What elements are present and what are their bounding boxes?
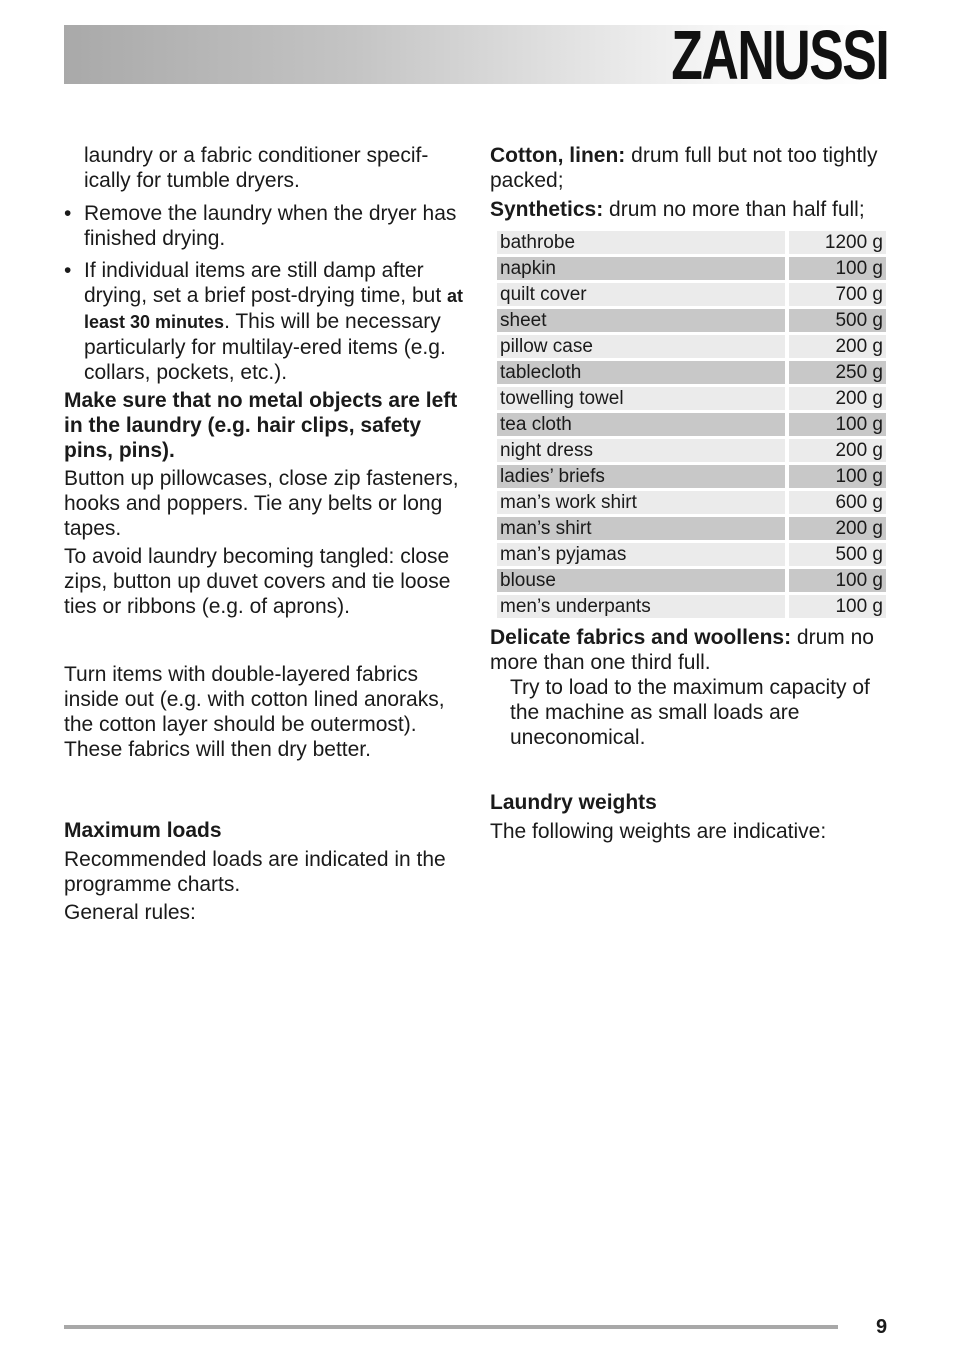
- table-row: [497, 387, 886, 410]
- max-capacity-text: Try to load to the maximum capacity of the machine as small loads are uneconomical.: [510, 676, 870, 749]
- tip-post-drying-end: . This will be necessary particularly for multilay-ered items (e.g. collars, pockets, etc.).: [84, 310, 446, 384]
- cotton-text: drum full but not too tightly packed;: [490, 144, 878, 192]
- table-row: [497, 257, 886, 280]
- weight-item: man’s work shirt: [497, 491, 785, 514]
- weight-item: man’s pyjamas: [497, 543, 785, 566]
- weight-item: men’s underpants: [497, 595, 785, 618]
- table-row: [497, 491, 886, 514]
- weight-value: 100 g: [789, 413, 886, 436]
- footer-rule: [64, 1325, 838, 1329]
- intro-text: laundry or a fabric conditioner specif-ically for tumble dryers.: [84, 144, 429, 192]
- table-row: [497, 595, 886, 618]
- weight-value: 500 g: [789, 309, 886, 332]
- delicate-rule: [490, 625, 888, 675]
- tip-post-drying-start: If individual items are still damp after drying, set a brief post-drying time, but: [84, 259, 447, 307]
- weight-item: towelling towel: [497, 387, 785, 410]
- weight-value: 500 g: [789, 543, 886, 566]
- tangle-text: To avoid laundry becoming tangled: close zips, button up duvet covers and tie loose ties or ribbons (e.g. of aprons).: [64, 545, 451, 618]
- weight-value: 200 g: [789, 517, 886, 540]
- delicate-text: drum no more than one third full.: [490, 626, 874, 674]
- brand-logo: ZANUSSI: [670, 16, 888, 94]
- weight-item: sheet: [497, 309, 785, 332]
- weight-item: bathrobe: [497, 231, 785, 254]
- weight-item: tea cloth: [497, 413, 785, 436]
- page-number: 9: [876, 1316, 888, 1338]
- weight-value: 600 g: [789, 491, 886, 514]
- left-column: [64, 143, 464, 925]
- table-row: [497, 283, 886, 306]
- laundry-weights-text: The following weights are indicative:: [490, 820, 827, 843]
- inside-out-text: Turn items with double-layered fabrics inside out (e.g. with cotton lined anoraks, the cotton layer should be outermost). These fabrics will then dry better.: [64, 663, 445, 761]
- weight-value: 100 g: [789, 465, 886, 488]
- weight-value: 200 g: [789, 387, 886, 410]
- laundry-weights-table: [493, 228, 890, 621]
- weight-value: 100 g: [789, 569, 886, 592]
- table-row: [497, 413, 886, 436]
- weight-item: napkin: [497, 257, 785, 280]
- table-row: [497, 361, 886, 384]
- table-row: [497, 439, 886, 462]
- cotton-rule: [490, 143, 888, 193]
- laundry-weights-heading: Laundry weights: [490, 791, 657, 814]
- table-row: [497, 543, 886, 566]
- weight-item: quilt cover: [497, 283, 785, 306]
- table-row: [497, 569, 886, 592]
- synthetics-rule: [490, 197, 888, 222]
- weight-item: night dress: [497, 439, 785, 462]
- tip-post-drying-emphasis: at least 30 minutes: [84, 286, 464, 332]
- general-rules-text: General rules:: [64, 901, 196, 924]
- weight-item: blouse: [497, 569, 785, 592]
- max-loads-text: Recommended loads are indicated in the programme charts.: [64, 848, 446, 896]
- button-up-text: Button up pillowcases, close zip fasteners, hooks and poppers. Tie any belts or long tapes.: [64, 467, 459, 540]
- right-column: [490, 143, 888, 844]
- table-row: [497, 335, 886, 358]
- tips-list: [64, 201, 464, 385]
- weight-value: 700 g: [789, 283, 886, 306]
- weight-value: 250 g: [789, 361, 886, 384]
- list-item: [64, 201, 464, 251]
- list-item: [64, 258, 464, 385]
- weight-value: 100 g: [789, 595, 886, 618]
- table-row: [497, 309, 886, 332]
- synthetics-label: Synthetics:: [490, 198, 604, 221]
- table-row: [497, 231, 886, 254]
- weight-value: 200 g: [789, 335, 886, 358]
- weight-value: 1200 g: [789, 231, 886, 254]
- delicate-label: Delicate fabrics and woollens:: [490, 626, 792, 649]
- table-row: [497, 517, 886, 540]
- max-loads-heading: Maximum loads: [64, 819, 222, 842]
- weight-item: pillow case: [497, 335, 785, 358]
- table-row: [497, 465, 886, 488]
- weight-item: man’s shirt: [497, 517, 785, 540]
- metal-objects-warning: Make sure that no metal objects are left in the laundry (e.g. hair clips, safety pins, pins).: [64, 389, 458, 462]
- weight-value: 100 g: [789, 257, 886, 280]
- cotton-label: Cotton, linen:: [490, 144, 626, 167]
- weight-item: ladies’ briefs: [497, 465, 785, 488]
- weight-item: tablecloth: [497, 361, 785, 384]
- synthetics-text: drum no more than half full;: [603, 198, 865, 221]
- weight-value: 200 g: [789, 439, 886, 462]
- tip-remove-laundry: Remove the laundry when the dryer has finished drying.: [84, 202, 457, 250]
